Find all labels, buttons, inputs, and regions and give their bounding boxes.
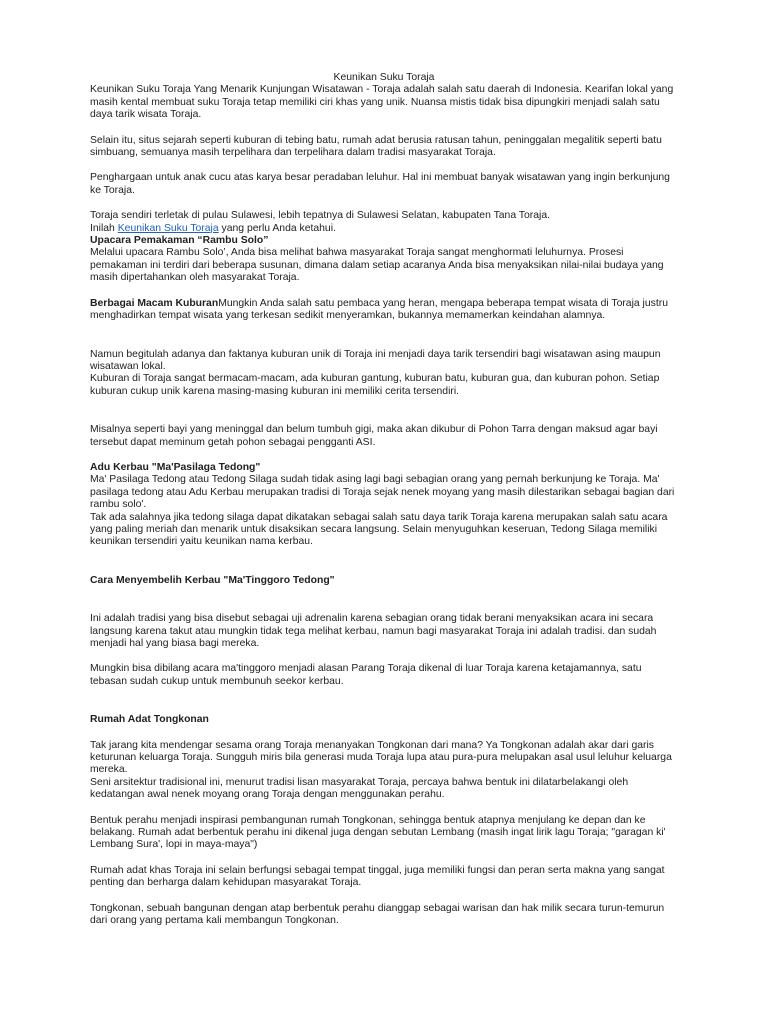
paragraph-rambu-solo: Melalui upacara Rambu Solo’, Anda bisa melihat bahwa masyarakat Toraja sangat menghormati leluhurnya. Prosesi pemakaman ini terdiri dari beberapa susunan, dimana dalam setiap acaranya Anda bisa menyaksikan nilai-nilai budaya yang masih dipertahankan oleh masyarakat Toraja.	[90, 247, 664, 284]
doc-title: Keunikan Suku Toraja	[333, 72, 435, 83]
heading-kuburan: Berbagai Macam Kuburan	[90, 297, 219, 309]
inilah-pre: Inilah	[90, 222, 118, 234]
paragraph-kuburan	[90, 298, 678, 323]
heading-rambu-solo: Upacara Pemakaman “Rambu Solo”	[90, 235, 269, 247]
paragraph-sites: Selain itu, situs sejarah seperti kuburan di tebing batu, rumah adat berusia ratusan tahun, peninggalan megalitik seperti batu simbuang, semuanya masih terpelihara dan terpelihara dalam tradisi masyarakat Toraja.	[90, 134, 662, 159]
paragraph-adu-2: Tak ada salahnya jika tedong silaga dapat dikatakan sebagai salah satu daya tarik Toraja karena merupakan salah satu acara yang paling meriah dan menarik untuk disaksikan secara langsung. Selain menyuguhkan keseruan, Tedong Silaga memiliki keunikan tersendiri yaitu keunikan nama kerbau.	[90, 511, 668, 548]
heading-rumah-adat: Rumah Adat Tongkonan	[90, 714, 209, 726]
paragraph-rumah-5: Tongkonan, sebuah bangunan dengan atap berbentuk perahu dianggap sebagai warisan dan hak milik secara turun-temurun dari orang yang pertama kali membangun Tongkonan.	[90, 902, 665, 927]
keunikan-link[interactable]: Keunikan Suku Toraja	[117, 222, 219, 234]
paragraph-location: Toraja sendiri terletak di pulau Sulawesi, lebih tepatnya di Sulawesi Selatan, kabupaten Tana Toraja.	[90, 210, 550, 222]
heading-cara-menyembelih: Cara Menyembelih Kerbau "Ma'Tinggoro Tedong"	[90, 574, 335, 586]
paragraph-rumah-1: Tak jarang kita mendengar sesama orang Toraja menanyakan Tongkonan dari mana? Ya Tongkonan adalah akar dari garis keturunan keluarga Toraja. Sungguh miris bila generasi muda Toraja lupa atau pura-pura melupakan asal usul leluhur keluarga mereka.	[90, 739, 672, 776]
paragraph-cara-1: Ini adalah tradisi yang bisa disebut sebagai uji adrenalin karena sebagian orang tidak berani menyaksikan acara ini secara langsung karena takut atau mungkin tidak tega melihat kerbau, namun bagi masyarakat Toraja ini adalah tradisi. dan sudah menjadi hal yang biasa bagi mereka.	[90, 613, 657, 649]
kuburan-text: Mungkin Anda salah satu pembaca yang heran, mengapa beberapa tempat wisata di Toraja justru menghadirkan tempat wisata yang terkesan sedikit menyeramkan, bukannya memamerkan keindahan alamnya.	[90, 297, 668, 322]
paragraph-kuburan-3: Kuburan di Toraja sangat bermacam-macam, ada kuburan gantung, kuburan batu, kuburan gua, dan kuburan pohon. Setiap kuburan cukup unik karena masing-masing kuburan ini memiliki cerita tersendiri.	[90, 373, 660, 397]
paragraph-rumah-2: Seni arsitektur tradisional ini, menurut tradisi lisan masyarakat Toraja, percaya bahwa bentuk ini dilatarbelakangi oleh kedatangan awal nenek moyang orang Toraja dengan menggunakan perahu.	[90, 776, 629, 801]
paragraph-rumah-4: Rumah adat khas Toraja ini selain berfungsi sebagai tempat tinggal, juga memiliki fungsi dan peran serta makna yang sangat penting dan berharga dalam kehidupan masyarakat Toraja.	[90, 864, 665, 889]
inilah-post: yang perlu Anda ketahui.	[218, 222, 336, 234]
paragraph-cara-2: Mungkin bisa dibilang acara ma'tinggoro menjadi alasan Parang Toraja dikenal di luar Toraja karena ketajamannya, satu tebasan sudah cukup untuk membunuh seekor kerbau.	[90, 663, 642, 687]
heading-adu-kerbau: Adu Kerbau "Ma'Pasilaga Tedong"	[90, 461, 261, 473]
paragraph-inilah	[90, 223, 678, 235]
paragraph-appreciation: Penghargaan untuk anak cucu atas karya besar peradaban leluhur. Hal ini membuat banyak wisatawan yang ingin berkunjung ke Toraja.	[90, 172, 670, 196]
paragraph-rumah-3: Bentuk perahu menjadi inspirasi pembangunan rumah Tongkonan, sehingga bentuk atapnya menjulang ke depan dan ke belakang. Rumah adat berbentuk perahu ini dikenal juga dengan sebutan Lembang (masih ingat lirik lagu Toraja; "garagan ki' Lembang Sura', lopi in maya-maya")	[90, 814, 666, 851]
paragraph-adu-1: Ma' Pasilaga Tedong atau Tedong Silaga sudah tidak asing lagi bagi sebagian orang yang pernah berkunjung ke Toraja. Ma' pasilaga tedong atau Adu Kerbau merupakan tradisi di Toraja sejak nenek moyang yang masih dilestarikan sebagai bagian dari rambu solo'.	[90, 474, 675, 511]
paragraph-kuburan-2: Namun begitulah adanya dan faktanya kuburan unik di Toraja ini menjadi daya tarik tersendiri bagi wisatawan asing maupun wisatawan lokal.	[90, 348, 661, 372]
intro-paragraph: Keunikan Suku Toraja Yang Menarik Kunjungan Wisatawan - Toraja adalah salah satu daerah di Indonesia. Kearifan lokal yang masih kental membuat suku Toraja tetap memiliki ciri khas yang unik. Nuansa mistis tidak bisa dipungkiri menjadi salah satu daya tarik wisata Toraja.	[90, 84, 674, 121]
paragraph-kuburan-4: Misalnya seperti bayi yang meninggal dan belum tumbuh gigi, maka akan dikubur di Pohon Tarra dengan maksud agar bayi tersebut dapat meminum getah pohon sebagai pengganti ASI.	[90, 424, 658, 448]
